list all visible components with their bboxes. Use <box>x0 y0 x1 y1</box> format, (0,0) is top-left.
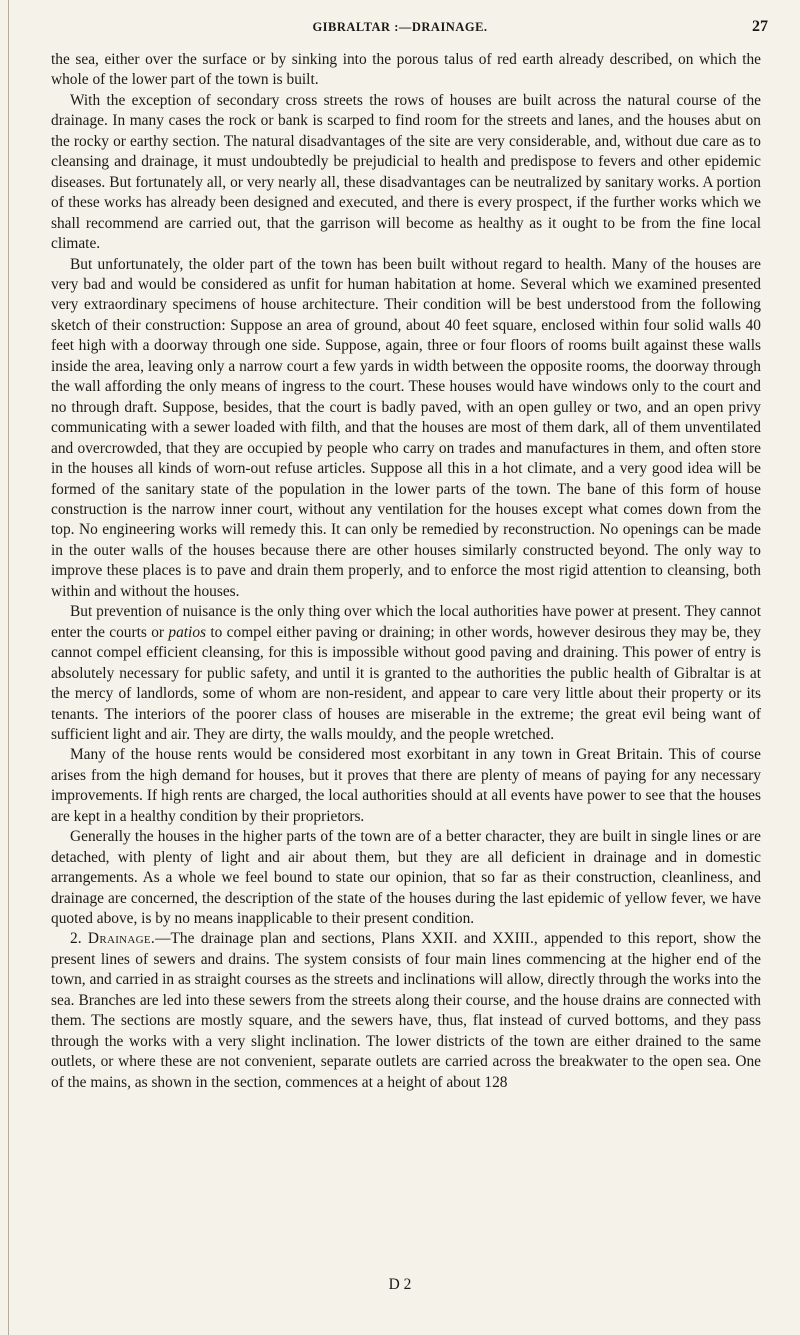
paragraph-4: But prevention of nuisance is the only thing over which the local authorities have power at present. They cannot enter the courts or patios to compel either paving or draining; in other words, however desirous they may be, they cannot compel efficient cleansing, for this is impossible without good paving and draining. This power of entry is absolutely necessary for public safety, and until it is granted to the authorities the public health of Gibraltar is at the mercy of landlords, some of whom are non-resident, and appear to care very little about their property or its tenants. The interiors of the poorer class of houses are miserable in the extreme; the great evil being want of sufficient light and air. They are dirty, the walls mouldy, and the people wretched. <box>51 603 761 743</box>
signature-mark: D 2 <box>388 1276 412 1293</box>
running-head: GIBRALTAR :—DRAINAGE. <box>312 20 488 34</box>
body-text <box>51 50 761 1093</box>
italic-patios: patios <box>168 623 207 641</box>
section-heading: Drainage. <box>87 930 156 948</box>
paragraph-6: Generally the houses in the higher parts of the town are of a better character, they are built in single lines or are detached, with plenty of light and air about them, but they are all deficient in drainage and in domestic arrangements. As a whole we feel bound to state our opinion, that so far as their construction, cleanliness, and drainage are concerned, the description of the state of the houses during the last epidemic of yellow fever, we have quoted above, is by no means inapplicable to their present condition. <box>51 828 761 928</box>
page-header <box>0 18 800 40</box>
page-number: 27 <box>752 18 768 35</box>
page-edge-line <box>8 0 9 1335</box>
section-number: 2. <box>70 930 82 948</box>
paragraph-3: But unfortunately, the older part of the town has been built without regard to health. Many of the houses are very bad and would be considered as unfit for human habitation at home. Several which we examined presented very extraordinary specimens of house architecture. Their condition will be best understood from the following sketch of their construction: Suppose an area of ground, about 40 feet square, enclosed within four solid walls 40 feet high with a doorway through one side. Suppose, again, three or four floors of rooms built against these walls inside the area, leaving only a narrow court a few yards in width between the opposite rooms, the doorway through the wall affording the only means of ingress to the court. These houses would have windows only to the court and no through draft. Suppose, besides, that the court is badly paved, with an open gulley or two, and an open privy communicating with a sewer loaded with filth, and that the houses are most of them dark, all of them unventilated and overcrowded, that they are occupied by people who carry on trades and manufactures in them, and often store in the houses all kinds of worn-out refuse articles. Suppose all this in a hot climate, and a very good idea will be formed of the sanitary state of the population in the lower parts of the town. The bane of this form of house construction is the narrow inner court, without any ventilation for the houses except what comes down from the top. No engineering works will remedy this. It can only be remedied by reconstruction. No openings can be made in the outer walls of the houses because there are other houses similarly constructed beyond. The only way to improve these places is to pave and drain them properly, and to enforce the most rigid attention to cleansing, both within and without the houses. <box>51 255 761 600</box>
paragraph-7-drainage <box>51 929 761 1093</box>
paragraph-2: With the exception of secondary cross streets the rows of houses are built across the natural course of the drainage. In many cases the rock or bank is scarped to find room for the streets and lanes, and the houses abut on the rocky or earthy section. The natural disadvantages of the site are very considerable, and, without due care as to cleansing and drainage, it must undoubtedly be prejudicial to health and predispose to fevers and other epidemic diseases. But fortunately all, or very nearly all, these disadvantages can be neutralized by sanitary works. A portion of these works has already been designed and executed, and there is every prospect, if the further works which we shall recommend are carried out, that the garrison will become as healthy as it ought to be from the fine local climate. <box>51 91 761 253</box>
paragraph-7-text: The drainage plan and sections, Plans XXII. and XXIII., appended to this report, show the present lines of sewers and drains. The system consists of four main lines commencing at the higher end of the town, and carried in as straight courses as the streets and inclinations will allow, directly through the works into the sea. Branches are led into these sewers from the streets along their course, and the house drains are connected with them. The sections are mostly square, and the sewers have, thus, flat instead of curved bottoms, and they pass through the works with a very slight inclination. The lower districts of the town are either drained to the same outlets, or where these are not convenient, separate outlets are carried across the breakwater to the open sea. One of the mains, as shown in the section, commences at a height of about 128 <box>51 930 761 1091</box>
paragraph-1: the sea, either over the surface or by sinking into the porous talus of red earth already described, on which the whole of the lower part of the town is built. <box>51 51 761 89</box>
paragraph-5: Many of the house rents would be considered most exorbitant in any town in Great Britain. This of course arises from the high demand for houses, but it proves that there are plenty of means of paying for any necessary improvements. If high rents are charged, the local authorities should at all events have power to see that the houses are kept in a healthy condition by their proprietors. <box>51 746 761 825</box>
section-dash: — <box>155 930 171 948</box>
